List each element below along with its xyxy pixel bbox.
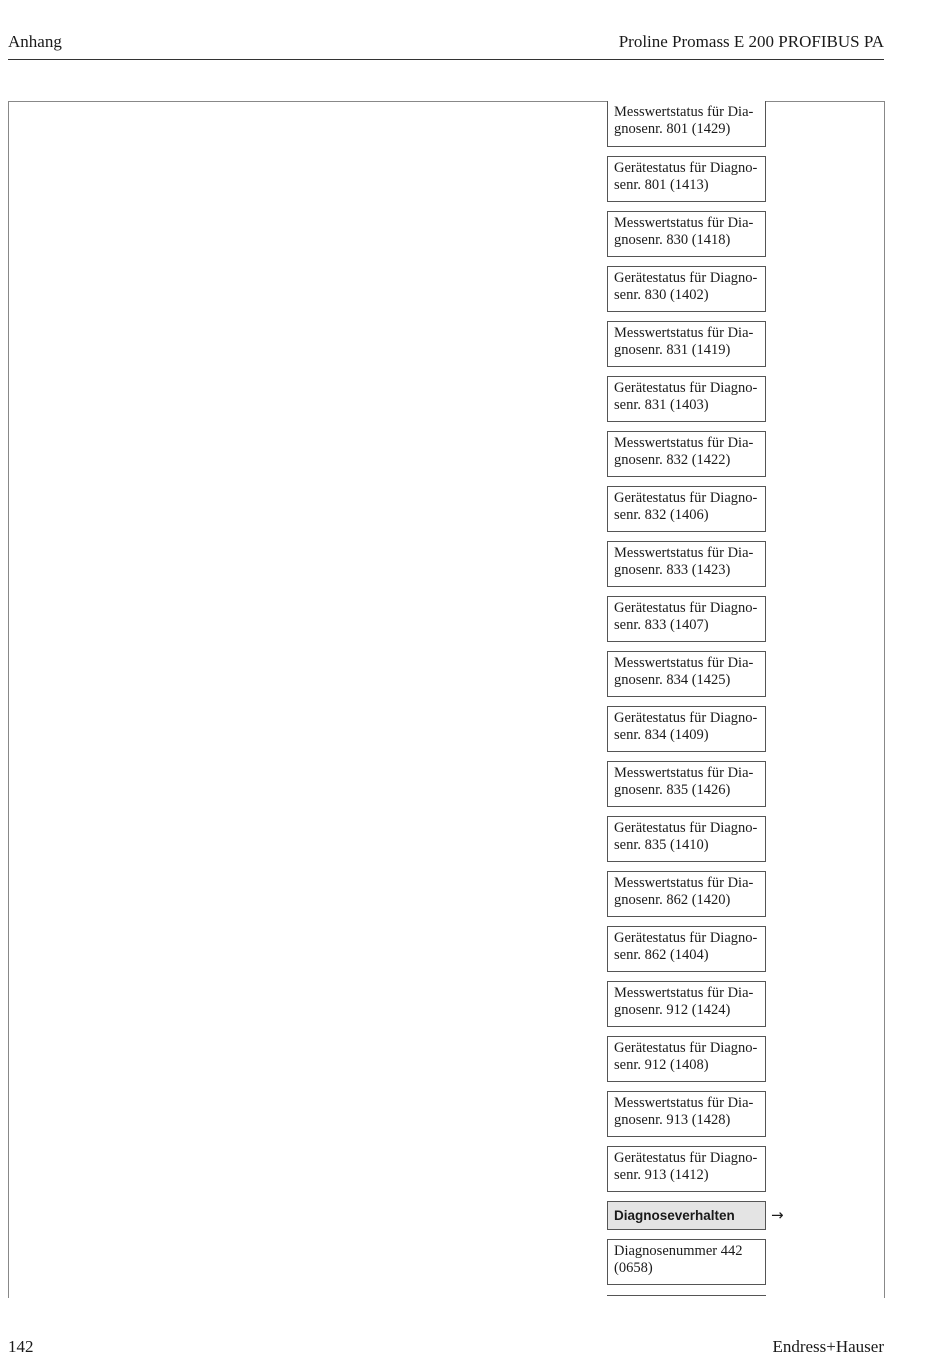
menu-item[interactable]	[607, 101, 766, 147]
menu-item-label-line2: senr. 832 (1406)	[614, 507, 709, 523]
menu-item[interactable]	[607, 1091, 766, 1137]
menu-item-label-line2: gnosenr. 913 (1428)	[614, 1112, 731, 1128]
menu-item-label-line2: gnosenr. 835 (1426)	[614, 782, 731, 798]
menu-item[interactable]	[607, 376, 766, 422]
menu-item[interactable]	[607, 156, 766, 202]
header-product-title: Proline Promass E 200 PROFIBUS PA	[618, 32, 884, 51]
menu-item-label-line2: gnosenr. 912 (1424)	[614, 1002, 731, 1018]
header-section-title: Anhang	[8, 32, 62, 51]
menu-item-label-line1: Messwertstatus für Dia-	[614, 1095, 754, 1111]
menu-item[interactable]	[607, 1036, 766, 1082]
cut-off-box-edge	[607, 1295, 766, 1296]
menu-item-label-line2: gnosenr. 832 (1422)	[614, 452, 731, 468]
menu-item-label-line2: gnosenr. 862 (1420)	[614, 892, 731, 908]
menu-item-label-line2: gnosenr. 830 (1418)	[614, 232, 731, 248]
menu-item-label-line1: Diagnosenummer 442	[614, 1243, 743, 1259]
menu-item[interactable]	[607, 871, 766, 917]
menu-item-label-line1: Gerätestatus für Diagno-	[614, 1040, 758, 1056]
menu-item-label-line1: Messwertstatus für Dia-	[614, 545, 754, 561]
menu-item[interactable]	[607, 541, 766, 587]
menu-item[interactable]	[607, 596, 766, 642]
menu-item-label-line1: Gerätestatus für Diagno-	[614, 930, 758, 946]
section-arrow-icon: →	[771, 1206, 784, 1224]
menu-item-label-line1: Messwertstatus für Dia-	[614, 104, 754, 120]
menu-item[interactable]	[607, 1239, 766, 1285]
menu-item[interactable]	[607, 981, 766, 1027]
header-rule	[8, 59, 884, 60]
menu-item[interactable]	[607, 926, 766, 972]
footer-brand: Endress+Hauser	[772, 1337, 884, 1356]
menu-item-label-line2: senr. 912 (1408)	[614, 1057, 709, 1073]
menu-item-label-line1: Gerätestatus für Diagno-	[614, 270, 758, 286]
menu-item[interactable]	[607, 486, 766, 532]
menu-item-label-line1: Gerätestatus für Diagno-	[614, 1150, 758, 1166]
menu-item-label-line1: Messwertstatus für Dia-	[614, 875, 754, 891]
menu-item-label-line2: gnosenr. 834 (1425)	[614, 672, 731, 688]
menu-item-label-line2: gnosenr. 833 (1423)	[614, 562, 731, 578]
menu-item-label-line1: Gerätestatus für Diagno-	[614, 710, 758, 726]
menu-item-label-line2: senr. 830 (1402)	[614, 287, 709, 303]
menu-item-label-line1: Gerätestatus für Diagno-	[614, 490, 758, 506]
menu-item-label-line1: Gerätestatus für Diagno-	[614, 160, 758, 176]
section-diagnoseverhalten[interactable]: Diagnoseverhalten	[607, 1201, 766, 1230]
menu-item-label-line2: senr. 831 (1403)	[614, 397, 709, 413]
menu-item[interactable]	[607, 321, 766, 367]
menu-item-label-line2: senr. 833 (1407)	[614, 617, 709, 633]
menu-item[interactable]	[607, 816, 766, 862]
menu-item-label-line1: Gerätestatus für Diagno-	[614, 380, 758, 396]
menu-stack	[607, 101, 766, 1294]
menu-item-label-line2: senr. 834 (1409)	[614, 727, 709, 743]
menu-item-label-line2: senr. 835 (1410)	[614, 837, 709, 853]
menu-item-label-line1: Messwertstatus für Dia-	[614, 215, 754, 231]
menu-item-label-line2: senr. 862 (1404)	[614, 947, 709, 963]
menu-item-label-line2: gnosenr. 801 (1429)	[614, 121, 731, 137]
menu-item-label-line2: (0658)	[614, 1260, 653, 1276]
menu-item-label-line1: Messwertstatus für Dia-	[614, 325, 754, 341]
menu-item[interactable]	[607, 761, 766, 807]
menu-item-label-line1: Gerätestatus für Diagno-	[614, 600, 758, 616]
menu-item[interactable]	[607, 651, 766, 697]
page-number: 142	[8, 1337, 34, 1356]
menu-item[interactable]	[607, 266, 766, 312]
menu-item-label-line1: Gerätestatus für Diagno-	[614, 820, 758, 836]
menu-item-label-line2: senr. 913 (1412)	[614, 1167, 709, 1183]
menu-item[interactable]	[607, 431, 766, 477]
menu-item[interactable]	[607, 211, 766, 257]
menu-item[interactable]	[607, 1146, 766, 1192]
menu-item-label-line1: Messwertstatus für Dia-	[614, 435, 754, 451]
menu-item-label-line2: senr. 801 (1413)	[614, 177, 709, 193]
menu-item-label-line1: Messwertstatus für Dia-	[614, 765, 754, 781]
menu-item-label-line2: gnosenr. 831 (1419)	[614, 342, 731, 358]
menu-item-label-line1: Messwertstatus für Dia-	[614, 655, 754, 671]
menu-item-label-line1: Messwertstatus für Dia-	[614, 985, 754, 1001]
menu-item[interactable]	[607, 706, 766, 752]
